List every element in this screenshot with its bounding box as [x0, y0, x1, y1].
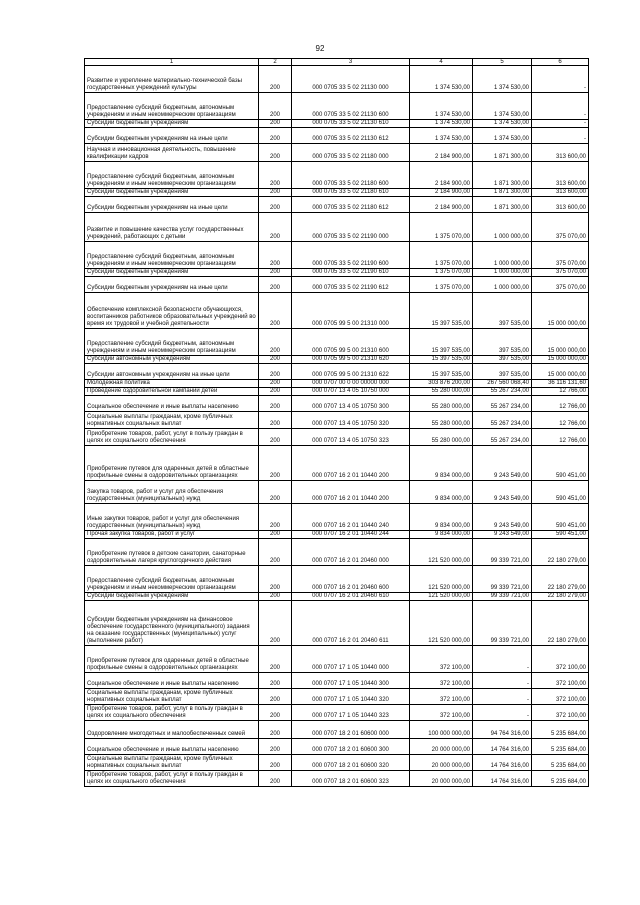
- table-row: [85, 566, 589, 593]
- table-row: [85, 646, 589, 673]
- row-col6: 15 000 000,00: [532, 356, 589, 364]
- row-name: Научная и инновационная деятельность, повышение квалификации кадров: [85, 144, 259, 162]
- row-col5: -: [473, 673, 532, 689]
- row-col4: 20 000 000,00: [410, 771, 473, 787]
- row-kbk: 000 0707 16 2 01 20460 000: [292, 539, 410, 566]
- row-col4: 372 100,00: [410, 646, 473, 673]
- row-kbk: 000 0707 16 2 01 20460 610: [292, 593, 410, 601]
- table-row: [85, 189, 589, 197]
- row-name: Приобретение путевок в детские санатории, санаторные оздоровительные лагеря круглогодичного действия: [85, 539, 259, 566]
- row-col6: 590 451,00: [532, 446, 589, 481]
- row-code: 200: [259, 388, 292, 396]
- row-col4: 9 834 000,00: [410, 481, 473, 504]
- table-row: [85, 673, 589, 689]
- row-kbk: 000 0707 17 1 05 10440 320: [292, 689, 410, 705]
- row-kbk: 000 0707 18 2 01 60600 000: [292, 721, 410, 739]
- row-col5: 397 535,00: [473, 364, 532, 380]
- row-kbk: 000 0705 99 5 00 21310 622: [292, 364, 410, 380]
- row-col6: 590 451,00: [532, 531, 589, 539]
- row-name: Социальное обеспечение и иные выплаты населению: [85, 673, 259, 689]
- row-code: 200: [259, 277, 292, 293]
- table-row: [85, 197, 589, 213]
- row-col4: 15 397 535,00: [410, 364, 473, 380]
- row-kbk: 000 0707 13 4 05 10750 320: [292, 412, 410, 429]
- row-col4: 372 100,00: [410, 673, 473, 689]
- row-col4: 2 184 900,00: [410, 197, 473, 213]
- row-kbk: 000 0705 33 5 02 21130 000: [292, 66, 410, 93]
- row-kbk: 000 0707 13 4 05 10750 323: [292, 429, 410, 446]
- row-name: Предоставление субсидий бюджетным, автономным учреждениям и иным некоммерческим организациям: [85, 329, 259, 356]
- row-code: 200: [259, 755, 292, 771]
- row-name: Приобретение товаров, работ, услуг в пользу граждан в целях их социального обеспечения: [85, 429, 259, 446]
- row-name: Обеспечение комплексной безопасности обучающихся, воспитанников работников образовательных учреждений во время их трудовой и учебной деятельности: [85, 293, 259, 329]
- row-col4: 1 375 070,00: [410, 269, 473, 277]
- row-kbk: 000 0707 18 2 01 60600 300: [292, 739, 410, 755]
- row-col6: 12 766,00: [532, 388, 589, 396]
- row-kbk: 000 0705 33 5 02 21130 600: [292, 93, 410, 120]
- table-row: [85, 144, 589, 162]
- row-col4: 372 100,00: [410, 689, 473, 705]
- row-kbk: 000 0705 99 5 00 21310 000: [292, 293, 410, 329]
- row-kbk: 000 0707 16 2 01 10440 200: [292, 481, 410, 504]
- row-col4: 9 834 000,00: [410, 504, 473, 531]
- row-col5: 1 871 300,00: [473, 189, 532, 197]
- table-row: [85, 504, 589, 531]
- row-name: Проведение оздоровительной кампании детей: [85, 388, 259, 396]
- row-kbk: 000 0707 16 2 01 20460 611: [292, 601, 410, 646]
- row-col4: 121 520 000,00: [410, 593, 473, 601]
- row-kbk: 000 0707 16 2 01 20460 600: [292, 566, 410, 593]
- row-code: 200: [259, 705, 292, 721]
- row-name: Предоставление субсидий бюджетным, автономным учреждениям и иным некоммерческим организациям: [85, 242, 259, 269]
- row-col6: -: [532, 93, 589, 120]
- row-col6: 12 766,00: [532, 396, 589, 412]
- row-code: 200: [259, 446, 292, 481]
- row-col5: 1 000 000,00: [473, 277, 532, 293]
- row-name: Закупка товаров, работ и услуг для обеспечения государственных (муниципальных) нужд: [85, 481, 259, 504]
- row-col5: -: [473, 705, 532, 721]
- row-code: 200: [259, 771, 292, 787]
- row-name: Субсидии бюджетным учреждениям на финансовое обеспечение государственного (муниципального) задания на оказание государственных (муниципальных) услуг (выполнение работ): [85, 601, 259, 646]
- row-col5: -: [473, 646, 532, 673]
- row-col4: 303 876 200,00: [410, 380, 473, 388]
- row-col5: 9 243 549,00: [473, 446, 532, 481]
- table-row: [85, 93, 589, 120]
- row-kbk: 000 0705 33 5 02 21130 610: [292, 120, 410, 128]
- row-col6: 5 235 684,00: [532, 771, 589, 787]
- table-row: [85, 213, 589, 242]
- row-col4: 15 397 535,00: [410, 329, 473, 356]
- header-cell-3: 3: [292, 59, 410, 66]
- row-col6: 15 000 000,00: [532, 293, 589, 329]
- row-code: 200: [259, 329, 292, 356]
- table-row: [85, 388, 589, 396]
- row-col5: 14 764 316,00: [473, 755, 532, 771]
- row-name: Субсидии бюджетным учреждениям на иные цели: [85, 277, 259, 293]
- row-col4: 372 100,00: [410, 705, 473, 721]
- row-code: 200: [259, 93, 292, 120]
- row-code: 200: [259, 739, 292, 755]
- row-col5: 267 560 068,40: [473, 380, 532, 388]
- row-code: 200: [259, 721, 292, 739]
- row-name: Иные закупки товаров, работ и услуг для обеспечения государственных (муниципальных) нужд: [85, 504, 259, 531]
- row-col5: 99 339 721,00: [473, 539, 532, 566]
- row-name: Субсидии автономным учреждениям: [85, 356, 259, 364]
- row-col5: 1 374 530,00: [473, 66, 532, 93]
- row-name: Развитие и укрепление материально-технической базы государственных учреждений культуры: [85, 66, 259, 93]
- row-kbk: 000 0707 17 1 05 10440 323: [292, 705, 410, 721]
- row-col5: 1 000 000,00: [473, 269, 532, 277]
- row-col5: 99 339 721,00: [473, 601, 532, 646]
- row-kbk: 000 0707 17 1 05 10440 000: [292, 646, 410, 673]
- table-row: [85, 412, 589, 429]
- row-col6: 5 235 684,00: [532, 755, 589, 771]
- table-row: [85, 689, 589, 705]
- header-cell-6: 6: [532, 59, 589, 66]
- row-code: 200: [259, 429, 292, 446]
- table-row: [85, 242, 589, 269]
- table-row: [85, 755, 589, 771]
- row-col4: 1 374 530,00: [410, 93, 473, 120]
- row-col4: 1 375 070,00: [410, 242, 473, 269]
- row-col5: 1 871 300,00: [473, 144, 532, 162]
- table-row: [85, 739, 589, 755]
- row-col4: 20 000 000,00: [410, 755, 473, 771]
- row-name: Субсидии бюджетным учреждениям: [85, 269, 259, 277]
- table-row: [85, 481, 589, 504]
- row-name: Приобретение путевок для одаренных детей в областные профильные смены в оздоровительных организациях: [85, 646, 259, 673]
- row-name: Субсидии бюджетным учреждениям на иные цели: [85, 197, 259, 213]
- row-name: Субсидии бюджетным учреждениям: [85, 189, 259, 197]
- row-name: Приобретение товаров, работ, услуг в пользу граждан в целях их социального обеспечения: [85, 705, 259, 721]
- row-col6: 375 070,00: [532, 277, 589, 293]
- row-code: 200: [259, 504, 292, 531]
- row-name: Социальные выплаты гражданам, кроме публичных нормативных социальных выплат: [85, 755, 259, 771]
- row-kbk: 000 0707 18 2 01 60600 323: [292, 771, 410, 787]
- table-row: [85, 771, 589, 787]
- row-col4: 1 375 070,00: [410, 213, 473, 242]
- row-col4: 15 397 535,00: [410, 356, 473, 364]
- row-col4: 1 374 530,00: [410, 120, 473, 128]
- row-col5: 397 535,00: [473, 329, 532, 356]
- table-row: [85, 539, 589, 566]
- row-col6: 313 600,00: [532, 189, 589, 197]
- row-code: 200: [259, 593, 292, 601]
- row-name: Социальные выплаты гражданам, кроме публичных нормативных социальных выплат: [85, 412, 259, 429]
- row-col4: 20 000 000,00: [410, 739, 473, 755]
- row-col4: 1 374 530,00: [410, 128, 473, 144]
- row-col6: 15 000 000,00: [532, 329, 589, 356]
- row-col5: 99 339 721,00: [473, 593, 532, 601]
- row-name: Приобретение путевок для одаренных детей в областные профильные смены в оздоровительных организациях: [85, 446, 259, 481]
- row-col4: 121 520 000,00: [410, 566, 473, 593]
- row-col5: 14 764 316,00: [473, 771, 532, 787]
- row-name: Молодежная политика: [85, 380, 259, 388]
- row-col5: 1 374 530,00: [473, 93, 532, 120]
- row-col6: 590 451,00: [532, 481, 589, 504]
- table-row: [85, 446, 589, 481]
- row-col4: 9 834 000,00: [410, 446, 473, 481]
- row-col6: 375 070,00: [532, 269, 589, 277]
- row-col5: 55 267 234,00: [473, 396, 532, 412]
- row-col6: 372 100,00: [532, 646, 589, 673]
- row-kbk: 000 0707 16 2 01 10440 244: [292, 531, 410, 539]
- header-cell-5: 5: [473, 59, 532, 66]
- row-col4: 2 184 900,00: [410, 189, 473, 197]
- table-row: [85, 356, 589, 364]
- row-col4: 2 184 900,00: [410, 162, 473, 189]
- row-col4: 55 280 000,00: [410, 388, 473, 396]
- row-name: Оздоровление многодетных и малообеспеченных семей: [85, 721, 259, 739]
- row-kbk: 000 0705 33 5 02 21130 612: [292, 128, 410, 144]
- row-kbk: 000 0707 17 1 05 10440 300: [292, 673, 410, 689]
- row-col5: 55 267 234,00: [473, 412, 532, 429]
- row-col6: 15 000 000,00: [532, 364, 589, 380]
- row-name: Предоставление субсидий бюджетным, автономным учреждениям и иным некоммерческим организациям: [85, 162, 259, 189]
- row-col6: 313 600,00: [532, 162, 589, 189]
- row-kbk: 000 0705 33 5 02 21180 600: [292, 162, 410, 189]
- row-kbk: 000 0707 16 2 01 10440 200: [292, 446, 410, 481]
- row-code: 200: [259, 213, 292, 242]
- row-code: 200: [259, 566, 292, 593]
- row-code: 200: [259, 293, 292, 329]
- row-name: Субсидии бюджетным учреждениям на иные цели: [85, 128, 259, 144]
- row-col6: 375 070,00: [532, 213, 589, 242]
- table-row: [85, 66, 589, 93]
- row-col5: 55 267 234,00: [473, 388, 532, 396]
- table-row: [85, 705, 589, 721]
- row-kbk: 000 0707 13 4 05 10750 000: [292, 388, 410, 396]
- row-col5: 1 871 300,00: [473, 197, 532, 213]
- table-row: [85, 601, 589, 646]
- row-col6: 372 100,00: [532, 705, 589, 721]
- row-col5: 1 000 000,00: [473, 213, 532, 242]
- row-kbk: 000 0705 33 5 02 21190 610: [292, 269, 410, 277]
- row-kbk: 000 0705 99 5 00 21310 600: [292, 329, 410, 356]
- row-col6: 12 766,00: [532, 429, 589, 446]
- row-col6: 375 070,00: [532, 242, 589, 269]
- row-col4: 1 374 530,00: [410, 66, 473, 93]
- table-row: [85, 396, 589, 412]
- row-col5: 55 267 234,00: [473, 429, 532, 446]
- row-name: Прочая закупка товаров, работ и услуг: [85, 531, 259, 539]
- row-name: Субсидии бюджетным учреждениям: [85, 593, 259, 601]
- row-code: 200: [259, 689, 292, 705]
- row-name: Приобретение товаров, работ, услуг в пользу граждан в целях их социального обеспечения: [85, 771, 259, 787]
- row-col6: 36 116 131,60: [532, 380, 589, 388]
- row-name: Предоставление субсидий бюджетным, автономным учреждениям и иным некоммерческим организациям: [85, 93, 259, 120]
- row-name: Предоставление субсидий бюджетным, автономным учреждениям и иным некоммерческим организациям: [85, 566, 259, 593]
- row-kbk: 000 0705 33 5 02 21180 610: [292, 189, 410, 197]
- row-name: Социальное обеспечение и иные выплаты населению: [85, 739, 259, 755]
- header-row: [85, 59, 589, 66]
- row-code: 200: [259, 601, 292, 646]
- table-row: [85, 277, 589, 293]
- table-row: [85, 269, 589, 277]
- row-code: 200: [259, 539, 292, 566]
- row-col5: 9 243 549,00: [473, 481, 532, 504]
- row-col5: 1 871 300,00: [473, 162, 532, 189]
- row-col5: 397 535,00: [473, 356, 532, 364]
- row-kbk: 000 0705 33 5 02 21190 600: [292, 242, 410, 269]
- row-name: Социальное обеспечение и иные выплаты населению: [85, 396, 259, 412]
- row-kbk: 000 0705 33 5 02 21180 612: [292, 197, 410, 213]
- row-col6: 372 100,00: [532, 673, 589, 689]
- row-col6: 590 451,00: [532, 504, 589, 531]
- row-code: 200: [259, 197, 292, 213]
- row-col4: 55 280 000,00: [410, 396, 473, 412]
- header-cell-2: 2: [259, 59, 292, 66]
- table-row: [85, 531, 589, 539]
- row-col4: 121 520 000,00: [410, 539, 473, 566]
- row-kbk: 000 0705 33 5 02 21190 612: [292, 277, 410, 293]
- row-kbk: 000 0705 99 5 00 21310 620: [292, 356, 410, 364]
- row-code: 200: [259, 481, 292, 504]
- table-row: [85, 429, 589, 446]
- row-col5: 94 764 316,00: [473, 721, 532, 739]
- row-col6: 5 235 684,00: [532, 739, 589, 755]
- row-col5: 397 535,00: [473, 293, 532, 329]
- row-col4: 55 280 000,00: [410, 412, 473, 429]
- row-col6: 22 180 279,00: [532, 539, 589, 566]
- row-code: 200: [259, 396, 292, 412]
- row-kbk: 000 0707 13 4 05 10750 300: [292, 396, 410, 412]
- table-row: [85, 380, 589, 388]
- row-col6: 313 600,00: [532, 197, 589, 213]
- table-row: [85, 593, 589, 601]
- row-col6: 22 180 279,00: [532, 566, 589, 593]
- row-code: 200: [259, 144, 292, 162]
- row-kbk: 000 0705 33 5 02 21190 000: [292, 213, 410, 242]
- row-name: Развитие и повышение качества услуг государственных учреждений, работающих с детьми: [85, 213, 259, 242]
- row-code: 200: [259, 412, 292, 429]
- row-code: 200: [259, 269, 292, 277]
- row-kbk: 000 0705 33 5 02 21180 000: [292, 144, 410, 162]
- row-col6: -: [532, 128, 589, 144]
- row-name: Субсидии автономным учреждениям на иные цели: [85, 364, 259, 380]
- row-col4: 2 184 900,00: [410, 144, 473, 162]
- row-code: 200: [259, 356, 292, 364]
- row-col6: 313 600,00: [532, 144, 589, 162]
- row-col5: 1 374 530,00: [473, 128, 532, 144]
- row-col5: 1 374 530,00: [473, 120, 532, 128]
- row-code: 200: [259, 128, 292, 144]
- row-code: 200: [259, 673, 292, 689]
- row-kbk: 000 0707 18 2 01 60600 320: [292, 755, 410, 771]
- table-row: [85, 721, 589, 739]
- row-col5: 1 000 000,00: [473, 242, 532, 269]
- row-name: Субсидии бюджетным учреждениям: [85, 120, 259, 128]
- row-col6: 5 235 684,00: [532, 721, 589, 739]
- row-col6: 12 766,00: [532, 412, 589, 429]
- row-col6: -: [532, 66, 589, 93]
- row-code: 200: [259, 646, 292, 673]
- row-col5: 9 243 549,00: [473, 504, 532, 531]
- row-code: 200: [259, 120, 292, 128]
- row-col6: 372 100,00: [532, 689, 589, 705]
- row-name: Социальные выплаты гражданам, кроме публичных нормативных социальных выплат: [85, 689, 259, 705]
- row-col4: 15 397 535,00: [410, 293, 473, 329]
- row-kbk: 000 0707 16 2 01 10440 240: [292, 504, 410, 531]
- table-row: [85, 162, 589, 189]
- row-code: 200: [259, 162, 292, 189]
- row-col5: 99 339 721,00: [473, 566, 532, 593]
- row-code: 200: [259, 380, 292, 388]
- row-code: 200: [259, 66, 292, 93]
- row-col4: 9 834 000,00: [410, 531, 473, 539]
- row-col5: 14 764 316,00: [473, 739, 532, 755]
- row-col4: 121 520 000,00: [410, 601, 473, 646]
- row-col6: -: [532, 120, 589, 128]
- row-col5: -: [473, 689, 532, 705]
- row-col6: 22 180 279,00: [532, 593, 589, 601]
- row-col5: 9 243 549,00: [473, 531, 532, 539]
- row-col4: 100 000 000,00: [410, 721, 473, 739]
- header-cell-4: 4: [410, 59, 473, 66]
- header-cell-1: 1: [85, 59, 259, 66]
- page-number: 92: [315, 44, 325, 53]
- table-row: [85, 329, 589, 356]
- row-code: 200: [259, 189, 292, 197]
- row-code: 200: [259, 531, 292, 539]
- table-row: [85, 293, 589, 329]
- table-row: [85, 364, 589, 380]
- row-col6: 22 180 279,00: [532, 601, 589, 646]
- row-col4: 55 280 000,00: [410, 429, 473, 446]
- row-kbk: 000 0707 00 0 00 00000 000: [292, 380, 410, 388]
- table-row: [85, 128, 589, 144]
- budget-table: [84, 58, 589, 787]
- table-row: [85, 120, 589, 128]
- row-col4: 1 375 070,00: [410, 277, 473, 293]
- row-code: 200: [259, 364, 292, 380]
- row-code: 200: [259, 242, 292, 269]
